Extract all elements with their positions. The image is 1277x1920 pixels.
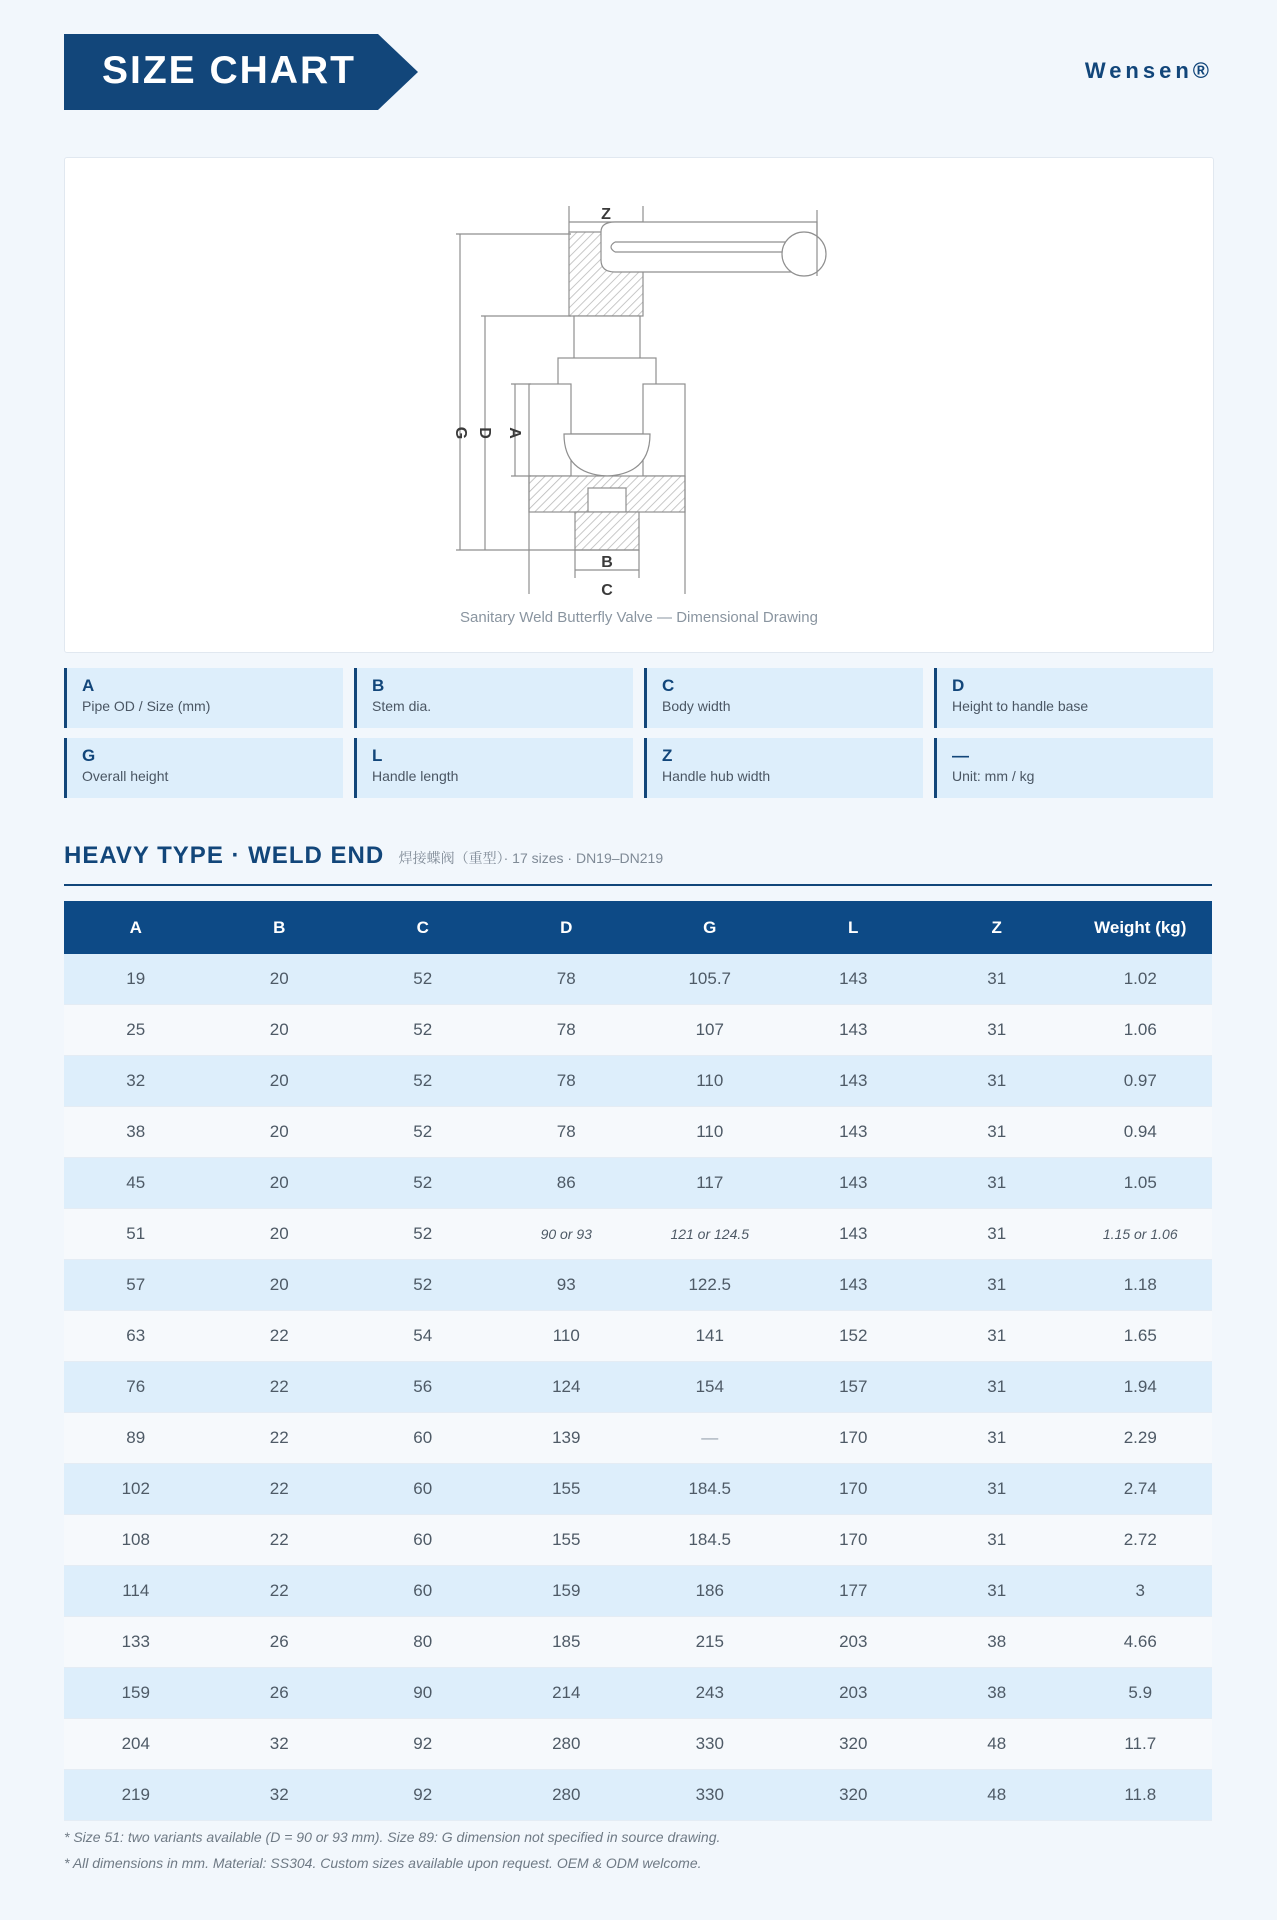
table-cell: 110 [638, 1056, 782, 1107]
table-cell: 60 [351, 1413, 495, 1464]
table-cell: 78 [495, 1056, 639, 1107]
column-header: A [64, 901, 208, 954]
table-cell: 26 [208, 1617, 352, 1668]
legend-item-z [644, 738, 923, 798]
table-row [64, 1413, 1212, 1464]
table-cell: 155 [495, 1464, 639, 1515]
table-cell: 143 [782, 1005, 926, 1056]
column-header: G [638, 901, 782, 954]
table-cell: 243 [638, 1668, 782, 1719]
legend-key: B [372, 676, 385, 695]
table-cell: 60 [351, 1464, 495, 1515]
legend-key: — [952, 746, 969, 765]
table-row [64, 1464, 1212, 1515]
legend-item-c [644, 668, 923, 728]
table-cell: 80 [351, 1617, 495, 1668]
table-row [64, 1719, 1212, 1770]
table-row [64, 1158, 1212, 1209]
table-cell: 22 [208, 1566, 352, 1617]
table-cell: 204 [64, 1719, 208, 1770]
table-cell: 143 [782, 1107, 926, 1158]
table-row [64, 1617, 1212, 1668]
table-cell: 214 [495, 1668, 639, 1719]
table-cell: 90 or 93 [495, 1209, 639, 1260]
table-cell: 31 [925, 1209, 1069, 1260]
table-row [64, 954, 1212, 1005]
table-cell: 52 [351, 1005, 495, 1056]
table-cell: 52 [351, 1056, 495, 1107]
table-cell: 48 [925, 1770, 1069, 1821]
table-cell: 170 [782, 1464, 926, 1515]
legend-desc: Handle hub width [662, 768, 771, 784]
table-row [64, 1260, 1212, 1311]
table-cell: 143 [782, 1056, 926, 1107]
table-cell: 20 [208, 1107, 352, 1158]
table-cell: 31 [925, 954, 1069, 1005]
footnote: * Size 51: two variants available (D = 90 or 93 mm). Size 89: G dimension not specified in source drawing. [64, 1829, 721, 1845]
legend-desc: Pipe OD / Size (mm) [82, 698, 211, 714]
dim-label-z: Z [601, 206, 611, 223]
table-cell: 105.7 [638, 954, 782, 1005]
dim-label-a: A [506, 427, 523, 439]
table-cell: 90 [351, 1668, 495, 1719]
table-cell: 184.5 [638, 1464, 782, 1515]
legend-key: C [662, 676, 675, 695]
table-cell: 117 [638, 1158, 782, 1209]
table-cell: 60 [351, 1566, 495, 1617]
column-header: Weight (kg) [1069, 901, 1213, 954]
dimension-legend [64, 668, 1212, 798]
size-table [64, 901, 1212, 1821]
legend-item-b [354, 668, 633, 728]
legend-item-unit [934, 738, 1213, 798]
table-cell: 2.72 [1069, 1515, 1213, 1566]
table-row [64, 1668, 1212, 1719]
footnote: * All dimensions in mm. Material: SS304. Custom sizes available upon request. OEM & ODM welcome. [64, 1855, 702, 1871]
table-cell: 20 [208, 1056, 352, 1107]
drawing-caption: Sanitary Weld Butterfly Valve — Dimensional Drawing [460, 609, 818, 626]
legend-key: D [952, 676, 965, 695]
table-cell: 143 [782, 1158, 926, 1209]
table-cell: 1.94 [1069, 1362, 1213, 1413]
table-cell: 203 [782, 1617, 926, 1668]
table-row [64, 1515, 1212, 1566]
table-cell: 170 [782, 1413, 926, 1464]
table-cell: 170 [782, 1515, 926, 1566]
table-cell: 1.18 [1069, 1260, 1213, 1311]
table-cell: 143 [782, 1209, 926, 1260]
table-cell: 20 [208, 1260, 352, 1311]
table-row [64, 1056, 1212, 1107]
table-cell: 159 [64, 1668, 208, 1719]
section-title: HEAVY TYPE · WELD END [64, 842, 385, 869]
table-cell: 20 [208, 1005, 352, 1056]
table-cell: 139 [495, 1413, 639, 1464]
table-cell: 219 [64, 1770, 208, 1821]
table-cell: 78 [495, 1005, 639, 1056]
table-cell: 1.02 [1069, 954, 1213, 1005]
table-cell: 57 [64, 1260, 208, 1311]
table-cell: 107 [638, 1005, 782, 1056]
table-cell: 52 [351, 1209, 495, 1260]
table-cell: 92 [351, 1770, 495, 1821]
table-cell: 38 [925, 1668, 1069, 1719]
table-cell: 25 [64, 1005, 208, 1056]
table-cell: 31 [925, 1464, 1069, 1515]
table-cell: 141 [638, 1311, 782, 1362]
column-header: D [495, 901, 639, 954]
legend-desc: Height to handle base [952, 698, 1089, 714]
table-cell: 155 [495, 1515, 639, 1566]
table-row [64, 1209, 1212, 1260]
legend-key: G [82, 746, 96, 765]
table-cell: 52 [351, 954, 495, 1005]
table-cell: 31 [925, 1056, 1069, 1107]
table-cell: 31 [925, 1362, 1069, 1413]
table-cell: 108 [64, 1515, 208, 1566]
table-cell: 0.97 [1069, 1056, 1213, 1107]
column-header: Z [925, 901, 1069, 954]
table-cell: 110 [638, 1107, 782, 1158]
table-cell: 92 [351, 1719, 495, 1770]
table-cell: 31 [925, 1515, 1069, 1566]
table-cell: 31 [925, 1413, 1069, 1464]
table-cell: 121 or 124.5 [638, 1209, 782, 1260]
table-cell: 11.8 [1069, 1770, 1213, 1821]
table-cell: 122.5 [638, 1260, 782, 1311]
legend-desc: Stem dia. [372, 698, 432, 714]
table-cell: 1.06 [1069, 1005, 1213, 1056]
legend-desc: Unit: mm / kg [952, 768, 1035, 784]
table-cell: 31 [925, 1107, 1069, 1158]
table-cell: 124 [495, 1362, 639, 1413]
table-cell: 184.5 [638, 1515, 782, 1566]
table-cell: 0.94 [1069, 1107, 1213, 1158]
dim-label-g: G [452, 426, 469, 440]
table-cell: — [638, 1413, 782, 1464]
section-subtitle: 焊接蝶阀（重型）· 17 sizes · DN19–DN219 [398, 850, 664, 866]
table-cell: 63 [64, 1311, 208, 1362]
table-cell: 20 [208, 1158, 352, 1209]
table-cell: 32 [208, 1770, 352, 1821]
table-cell: 280 [495, 1719, 639, 1770]
legend-key: A [82, 676, 95, 695]
table-cell: 52 [351, 1107, 495, 1158]
table-cell: 22 [208, 1311, 352, 1362]
table-cell: 110 [495, 1311, 639, 1362]
dim-label-d: D [476, 427, 493, 439]
legend-item-a [64, 668, 343, 728]
table-cell: 133 [64, 1617, 208, 1668]
column-header: C [351, 901, 495, 954]
table-cell: 31 [925, 1005, 1069, 1056]
table-row [64, 1566, 1212, 1617]
table-cell: 78 [495, 1107, 639, 1158]
table-cell: 186 [638, 1566, 782, 1617]
table-header-row [64, 901, 1212, 954]
column-header: B [208, 901, 352, 954]
table-cell: 31 [925, 1158, 1069, 1209]
table-cell: 177 [782, 1566, 926, 1617]
table-cell: 4.66 [1069, 1617, 1213, 1668]
table-cell: 32 [64, 1056, 208, 1107]
section-heading [64, 842, 1212, 886]
table-cell: 215 [638, 1617, 782, 1668]
table-row [64, 1107, 1212, 1158]
table-cell: 102 [64, 1464, 208, 1515]
table-cell: 56 [351, 1362, 495, 1413]
table-cell: 185 [495, 1617, 639, 1668]
table-cell: 320 [782, 1770, 926, 1821]
table-cell: 114 [64, 1566, 208, 1617]
table-row [64, 1362, 1212, 1413]
drawing-panel [64, 157, 1214, 653]
table-cell: 1.05 [1069, 1158, 1213, 1209]
table-cell: 159 [495, 1566, 639, 1617]
table-cell: 78 [495, 954, 639, 1005]
table-cell: 31 [925, 1311, 1069, 1362]
table-cell: 93 [495, 1260, 639, 1311]
table-cell: 1.65 [1069, 1311, 1213, 1362]
table-row [64, 1311, 1212, 1362]
table-cell: 38 [64, 1107, 208, 1158]
brand-logo: Wensen® [1084, 58, 1213, 83]
legend-item-g [64, 738, 343, 798]
footnotes [64, 1824, 1212, 1876]
table-cell: 52 [351, 1158, 495, 1209]
legend-desc: Handle length [372, 768, 459, 784]
size-table-body [64, 954, 1212, 1821]
page-title: SIZE CHART [102, 49, 356, 92]
table-cell: 143 [782, 954, 926, 1005]
table-cell: 60 [351, 1515, 495, 1566]
table-row [64, 1770, 1212, 1821]
table-cell: 86 [495, 1158, 639, 1209]
table-cell: 11.7 [1069, 1719, 1213, 1770]
table-cell: 89 [64, 1413, 208, 1464]
legend-desc: Overall height [82, 768, 169, 784]
title-banner [64, 34, 418, 110]
table-cell: 26 [208, 1668, 352, 1719]
table-cell: 31 [925, 1566, 1069, 1617]
valve-dimensional-drawing [65, 158, 1213, 652]
table-cell: 3 [1069, 1566, 1213, 1617]
legend-item-l [354, 738, 633, 798]
table-row [64, 1005, 1212, 1056]
table-cell: 31 [925, 1260, 1069, 1311]
table-cell: 20 [208, 954, 352, 1005]
table-cell: 330 [638, 1719, 782, 1770]
dim-label-b: B [601, 554, 613, 571]
table-cell: 2.74 [1069, 1464, 1213, 1515]
table-cell: 38 [925, 1617, 1069, 1668]
table-cell: 320 [782, 1719, 926, 1770]
table-cell: 32 [208, 1719, 352, 1770]
column-header: L [782, 901, 926, 954]
table-cell: 45 [64, 1158, 208, 1209]
table-cell: 22 [208, 1515, 352, 1566]
table-cell: 22 [208, 1464, 352, 1515]
table-cell: 203 [782, 1668, 926, 1719]
dim-label-c: C [601, 582, 613, 599]
table-cell: 143 [782, 1260, 926, 1311]
table-cell: 52 [351, 1260, 495, 1311]
table-cell: 51 [64, 1209, 208, 1260]
table-cell: 22 [208, 1413, 352, 1464]
table-cell: 76 [64, 1362, 208, 1413]
legend-desc: Body width [662, 698, 731, 714]
table-cell: 19 [64, 954, 208, 1005]
table-cell: 1.15 or 1.06 [1069, 1209, 1213, 1260]
table-cell: 54 [351, 1311, 495, 1362]
table-cell: 330 [638, 1770, 782, 1821]
table-cell: 2.29 [1069, 1413, 1213, 1464]
legend-key: L [372, 746, 383, 765]
table-cell: 152 [782, 1311, 926, 1362]
legend-key: Z [662, 746, 673, 765]
table-cell: 48 [925, 1719, 1069, 1770]
table-cell: 20 [208, 1209, 352, 1260]
table-cell: 280 [495, 1770, 639, 1821]
table-cell: 157 [782, 1362, 926, 1413]
table-cell: 154 [638, 1362, 782, 1413]
legend-item-d [934, 668, 1213, 728]
table-cell: 5.9 [1069, 1668, 1213, 1719]
table-cell: 22 [208, 1362, 352, 1413]
